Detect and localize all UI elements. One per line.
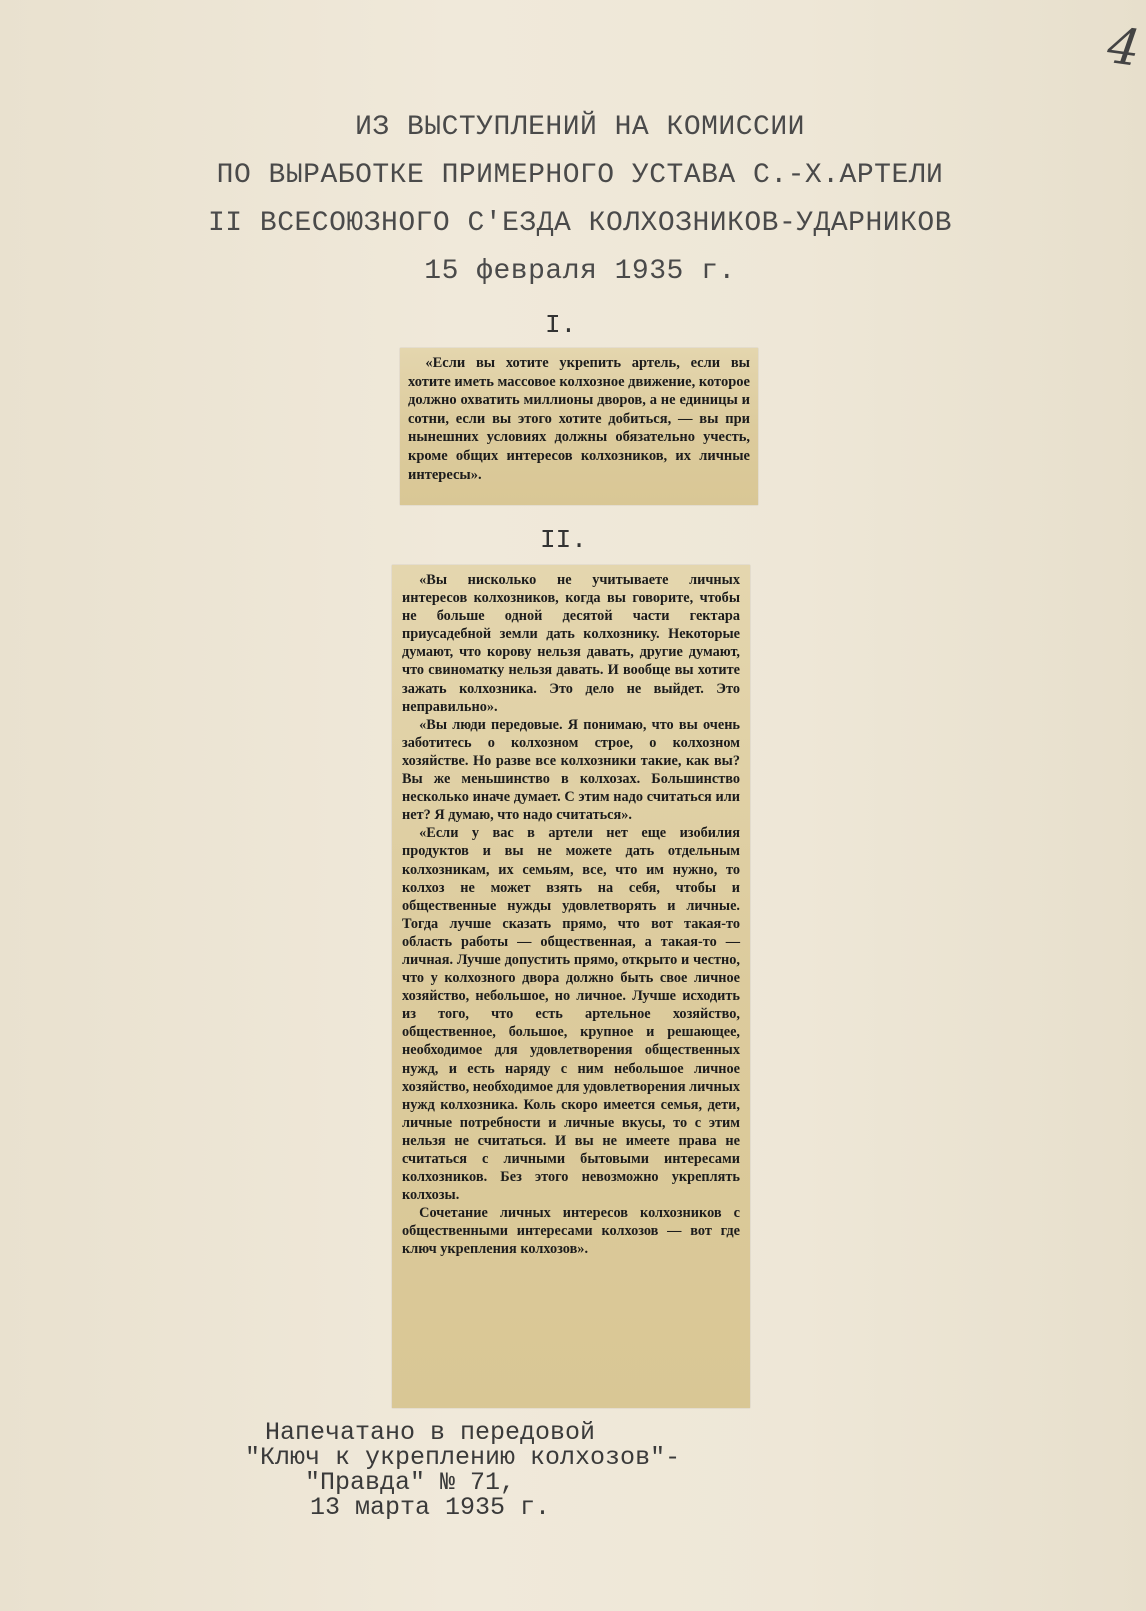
note-line-2: "Ключ к укреплению колхозов"- <box>245 1443 681 1472</box>
heading-line-3: II ВСЕСОЮЗНОГО С'ЕЗДА КОЛХОЗНИКОВ-УДАРНИКОВ <box>207 208 953 239</box>
clipping-2-paragraph: «Вы нисколько не учитываете личных интересов колхозников, когда вы говорите, чтобы не больше одной десятой части гектара приусадебной земли дать колхознику. Некоторые думают, что корову нельзя давать, другие думают, что свиноматку нельзя давать. И вообще вы хотите зажать колхозника. Это дело не выйдет. Это неправильно». <box>402 572 740 715</box>
clipping-1-paragraph: «Если вы хотите укрепить артель, если вы хотите иметь массовое колхозное движение, которое должно охватить миллионы дворов, а не единицы и сотни, если вы этого хотите добиться, — вы при нынешних условиях должны обязательно учесть, кроме общих интересов колхозников, их личные интересы». <box>408 355 750 483</box>
page-number: 4 <box>1104 16 1144 78</box>
publication-note <box>245 1420 680 1520</box>
section-2-numeral: II. <box>540 525 587 555</box>
newspaper-clipping-2 <box>392 565 750 1408</box>
note-line-3: "Правда" № 71, <box>305 1468 516 1497</box>
clipping-2-paragraph: «Вы люди передовые. Я понимаю, что вы очень заботитесь о колхозном строе, о колхозном хозяйстве. Но разве все колхозники такие, как вы? Вы же меньшинство в колхозах. Большинство несколько иначе думает. С этим надо считаться или нет? Я думаю, что надо считаться». <box>402 716 740 824</box>
heading-date: 15 февраля 1935 г. <box>424 256 736 287</box>
clipping-2-paragraph: Сочетание личных интересов колхозников с общественными интересами колхозов — вот где ключ укрепления колхозов». <box>402 1205 740 1258</box>
note-line-4: 13 марта 1935 г. <box>310 1493 551 1522</box>
note-line-1: Напечатано в передовой <box>265 1418 596 1447</box>
heading-line-1: ИЗ ВЫСТУПЛЕНИЙ НА КОМИССИИ <box>355 112 805 143</box>
heading-line-2: ПО ВЫРАБОТКЕ ПРИМЕРНОГО УСТАВА С.-Х.АРТЕЛИ <box>216 160 944 191</box>
clipping-2-paragraph: «Если у вас в артели нет еще изобилия продуктов и вы не можете дать отдельным колхозникам, их семьям, все, что им нужно, то колхоз не может взять на себя, чтобы и общественные нужды удовлетворять и личные. Тогда лучше сказать прямо, что вот такая-то область работы — общественная, а такая-то — личная. Лучше допустить прямо, открыто и честно, что у колхозного двора должно быть свое личное хозяйство, небольшое, но личное. Лучше исходить из того, что есть артельное хозяйство, общественное, большое, крупное и решающее, необходимое для удовлетворения общественных нужд, и есть наряду с ним небольшое личное хозяйство, необходимое для удовлетворения личных нужд колхозника. Коль скоро имеется семья, дети, личные потребности и личные вкусы, то с этим нельзя не считаться. И вы не имеете права не считаться с личными бытовыми интересами колхозников. Без этого невозможно укреплять колхозы. <box>402 825 741 1204</box>
section-1-numeral: I. <box>545 310 577 340</box>
document-heading <box>200 112 960 296</box>
newspaper-clipping-1 <box>400 348 758 505</box>
